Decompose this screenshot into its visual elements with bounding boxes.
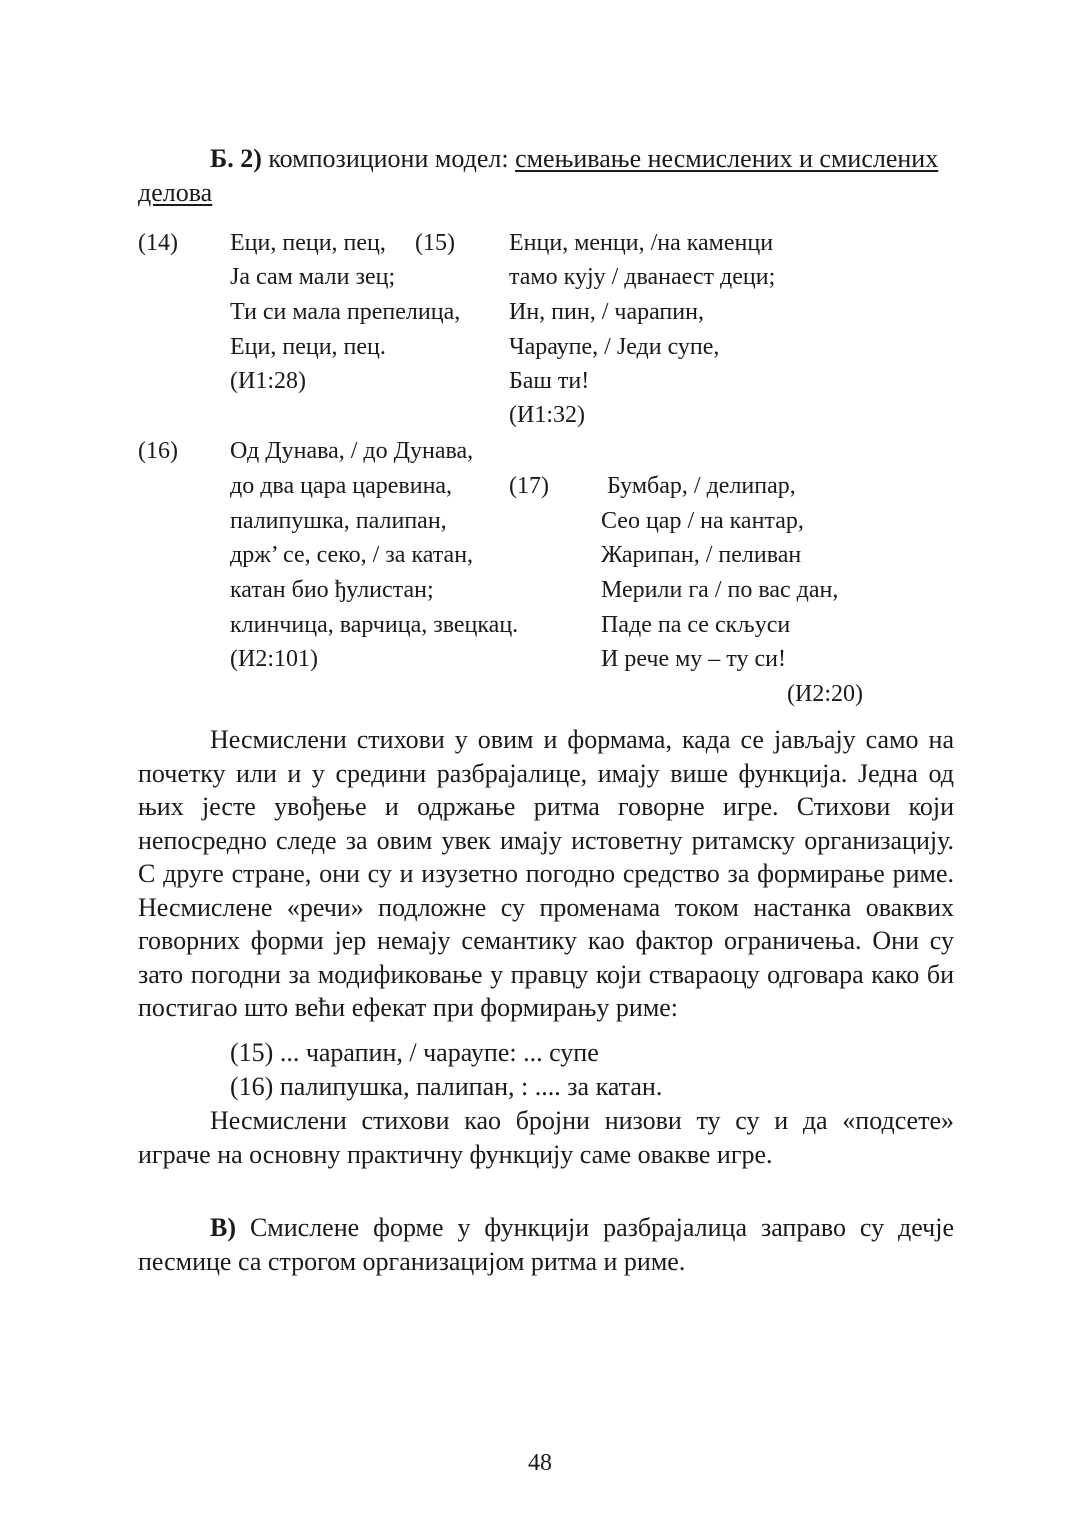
section-label: В) (210, 1213, 236, 1242)
poem-line: Жарипан, / пеливан (601, 542, 802, 568)
example-line: (16) палипушка, палипан, : .... за катан. (230, 1072, 663, 1101)
section-v-text: Смислене форме у функцији разбрајалица заправо су дечје песмице са строгом организацијом ритма и риме. (138, 1213, 954, 1276)
poem-source: (И2:101) (230, 646, 318, 672)
heading-underlined-continuation: делова (138, 178, 213, 207)
example-line: (15) ... чарапин, / чараупе: ... супе (230, 1038, 599, 1067)
poem-source: (И1:28) (230, 368, 306, 394)
poem-line: Од Дунава, / до Дунава, (230, 438, 474, 464)
poem-line: Ја сам мали зец; (230, 264, 396, 290)
heading-text: композициони модел: (261, 144, 516, 173)
poem-number: (14) (138, 230, 178, 256)
poem-line: Баш ти! (509, 368, 590, 394)
poem-number: (16) (138, 438, 178, 464)
poem-line: Мерили га / по вас дан, (601, 577, 839, 603)
poem-line: Бумбар, / делипар, (607, 473, 796, 499)
poem-line: палипушка, палипан, (230, 508, 447, 534)
body-paragraph: Несмислени стихови као бројни низови ту су и да «подсете» играче на основну практичну функцију саме овакве игре. (138, 1106, 954, 1169)
page-number: 48 (528, 1450, 552, 1476)
poem-line: Чараупе, / Једи супе, (509, 334, 720, 360)
section-heading-b2 (210, 142, 938, 176)
poem-line: клинчица, варчица, звецкац. (230, 612, 519, 638)
poem-line: катан био ђулистан; (230, 577, 434, 603)
poem-line: Енци, менци, /на каменци (509, 230, 774, 256)
poem-line: Сео цар / на кантар, (601, 508, 804, 534)
poem-line: тамо кују / дванаест деци; (509, 264, 776, 290)
section-label: Б. 2) (210, 144, 262, 173)
poem-line: Ти си мала препелица, (230, 299, 461, 325)
poem-line: И рече му – ту си! (601, 646, 786, 672)
poem-line: држ’ се, секо, / за катан, (230, 542, 474, 568)
section-v-paragraph (138, 1211, 954, 1278)
poem-line: Ин, пин, / чарапин, (509, 299, 704, 325)
poem-source: (И2:20) (787, 681, 863, 707)
poem-source: (И1:32) (509, 402, 585, 428)
poem-line: Еци, пеци, пец, (230, 230, 386, 256)
body-paragraph: Несмислени стихови у овим и формама, када се јављају само на почетку или и у средини разбрајалице, имају више функција. Једна од њих јесте увођење и одржање ритма говорне игре. Стихови који непосредно следе за овим увек имају истоветну ритамску организацију. С друге стране, они су и изузетно погодно средство за формирање риме. Несмислене «речи» подложне су променама током настанка оваквих говорних форми јер немају семантику као фактор ограничења. Они су зато погодни за модификовање у правцу који ствараоцу одговара како би постигао што већи ефекат при формирању риме: (138, 725, 954, 1022)
poem-number: (17) (509, 473, 549, 499)
poem-line: Паде па се скљуси (601, 612, 791, 638)
poem-line: Еци, пеци, пец. (230, 334, 386, 360)
poem-number: (15) (415, 230, 455, 256)
poem-line: до два цара царевина, (230, 473, 453, 499)
heading-underlined-text: смењивање несмислених и смислених (515, 144, 939, 173)
